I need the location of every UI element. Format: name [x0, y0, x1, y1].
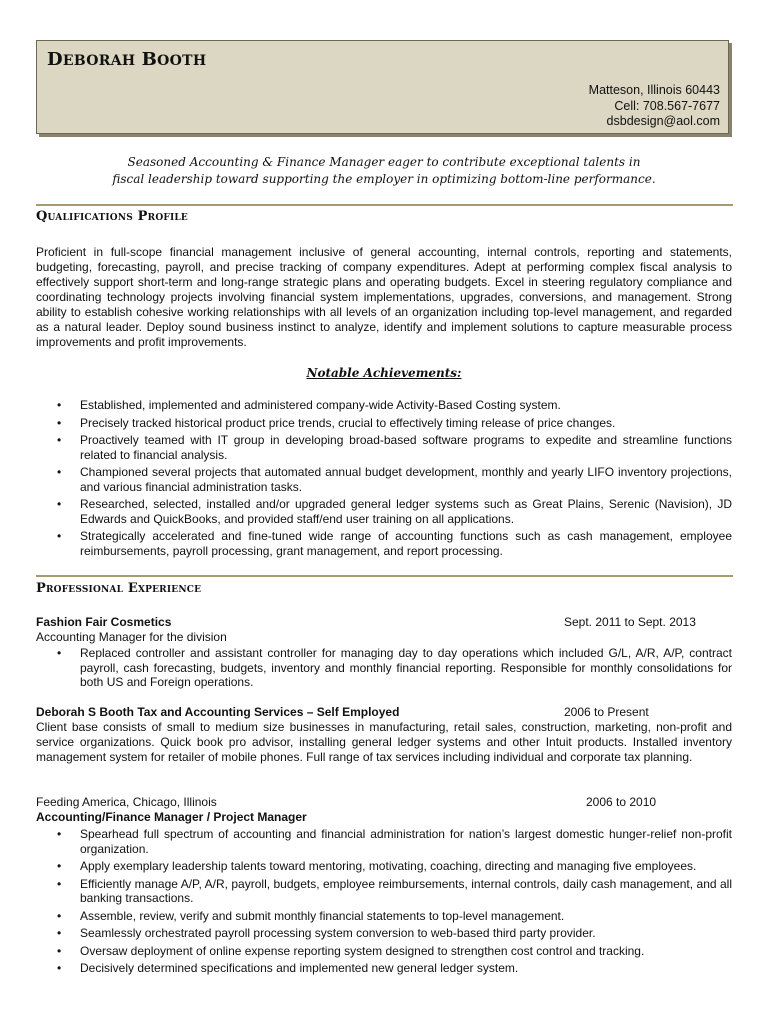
list-item: • Strategically accelerated and fine-tuned wide range of accounting functions such as cash management, employee reimbursements, payroll processing, grant management, and report processing. [36, 529, 732, 558]
achievements-title: Notable Achievements: [306, 366, 462, 380]
list-item: • Efficiently manage A/P, A/R, payroll, budgets, employee reimbursements, internal controls, daily cash management, and all banking transactions. [36, 877, 732, 906]
tagline [40, 154, 728, 188]
qualifications-summary: Proficient in full-scope financial management inclusive of general accounting, internal controls, reporting and statements, budgeting, forecasting, payroll, and precise tracking of company expenditures. Adept at performing complex fiscal analysis to effectively support short-term and long-range strategic plans and operating budgets. Excel in steering regulatory compliance and coordinating technology projects involving financial system implementations, upgrades, conversions, and management. Strong ability to establish cohesive working relationships with all levels of an organization including top-level management, and regarded as a natural leader. Deploy sound business instinct to analyze, identify and implement solutions to capture measurable process improvements and profit improvements. [36, 245, 732, 349]
list-item: • Researched, selected, installed and/or upgraded general ledger systems such as Great Plains, Serenic (Navision), JD Edwards and QuickBooks, and provided staff/end user training on all applications. [36, 497, 732, 526]
name-last-rest: OOTH [157, 53, 207, 69]
list-item: • Precisely tracked historical product price trends, crucial to effectively timing release of price changes. [36, 416, 732, 431]
header-box [36, 40, 729, 134]
job-description: Client base consists of small to medium size businesses in manufacturing, retail sales, construction, marketing, non-profit and service organizations. Quick book pro advisor, installing general ledger systems and other Intuit products. Installed inventory management system for retailer of mobile phones. Full range of tax services including individual and corporate tax planning. [36, 720, 732, 764]
section-rule [36, 575, 733, 577]
section-rule [36, 204, 733, 206]
list-item: • Replaced controller and assistant controller for managing day to day operations which included G/L, A/R, A/P, contract payroll, cash forecasting, budgets, inventory and monthly financial reporting. Responsible for monthly consolidations for both US and Foreign operations. [36, 646, 732, 690]
company-name: Fashion Fair Cosmetics [36, 615, 172, 629]
job-header [36, 615, 732, 630]
name-last-initial: B [141, 49, 158, 70]
name-first-initial: D [47, 49, 63, 70]
job-dates: Sept. 2011 to Sept. 2013 [564, 615, 696, 629]
section-title-experience: Professional Experience [36, 581, 202, 596]
list-item: • Championed several projects that automated annual budget development, monthly and yearly LIFO inventory projections, and various financial administration tasks. [36, 465, 732, 494]
tagline-line-1: Seasoned Accounting & Finance Manager eager to contribute exceptional talents in [127, 155, 641, 169]
job-header [36, 795, 732, 810]
contact-info [589, 83, 720, 130]
achievements-list [36, 398, 732, 561]
job-role: Accounting Manager for the division [36, 630, 227, 644]
job-dates: 2006 to Present [564, 705, 649, 719]
job-dates: 2006 to 2010 [586, 795, 657, 809]
list-item: • Apply exemplary leadership talents toward mentoring, motivating, coaching, directing and managing five employees. [36, 859, 732, 874]
email: dsbdesign@aol.com [606, 114, 720, 128]
list-item: • Decisively determined specifications and implemented new general ledger system. [36, 961, 732, 976]
candidate-name [47, 49, 206, 70]
job1-bullets [36, 646, 732, 693]
job-header [36, 705, 732, 720]
section-title-qualifications: Qualifications Profile [36, 209, 188, 224]
company-name: Deborah S Booth Tax and Accounting Services – Self Employed [36, 705, 400, 719]
list-item: • Assemble, review, verify and submit monthly financial statements to top-level management. [36, 909, 732, 924]
list-item: • Proactively teamed with IT group in developing broad-based software programs to expedite and streamline functions related to financial analysis. [36, 433, 732, 462]
job-role: Accounting/Finance Manager / Project Manager [36, 810, 307, 824]
tagline-line-2: fiscal leadership toward supporting the employer in optimizing bottom-line performance. [112, 172, 656, 186]
company-name: Feeding America, Chicago, Illinois [36, 795, 217, 809]
list-item: • Established, implemented and administered company-wide Activity-Based Costing system. [36, 398, 732, 413]
list-item: • Oversaw deployment of online expense reporting system designed to strengthen cost control and tracking. [36, 944, 732, 959]
list-item: • Seamlessly orchestrated payroll processing system conversion to web-based third party provider. [36, 926, 732, 941]
address: Matteson, Illinois 60443 [588, 83, 720, 97]
cell-phone: Cell: 708.567-7677 [614, 98, 720, 113]
name-first-rest: EBORAH [62, 53, 136, 69]
job3-bullets [36, 827, 732, 979]
list-item: • Spearhead full spectrum of accounting and financial administration for nation’s largest domestic hunger-relief non-profit organization. [36, 827, 732, 856]
